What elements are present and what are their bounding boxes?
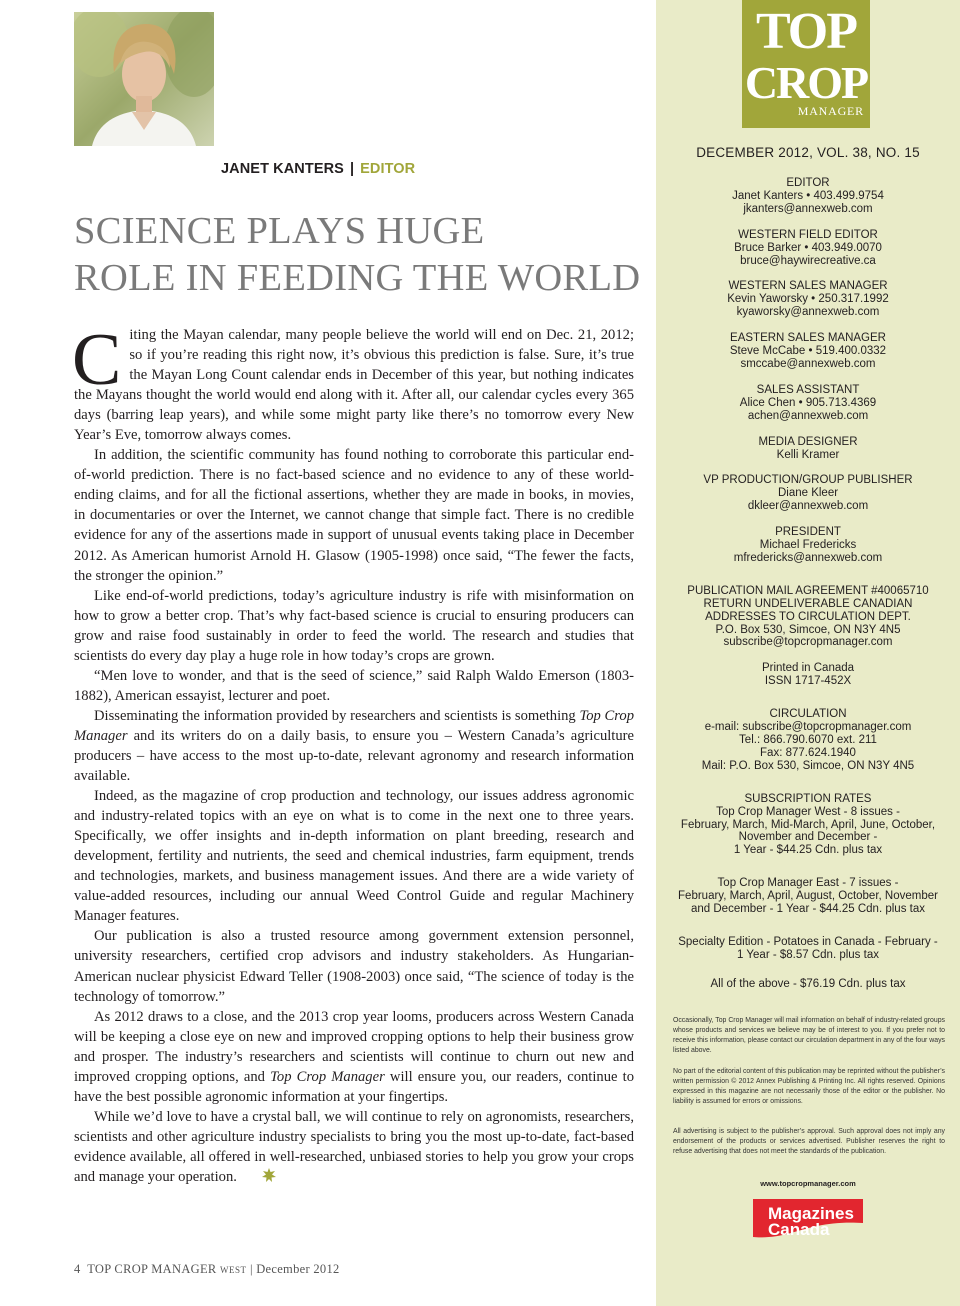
editor-byline bbox=[221, 161, 415, 177]
issue-info: DECEMBER 2012, VOL. 38, NO. 15 bbox=[696, 145, 920, 160]
logo-manager: MANAGER bbox=[797, 104, 864, 118]
footer-separator: | bbox=[249, 1262, 253, 1276]
editor-role: EDITOR bbox=[360, 161, 416, 177]
logo-top: TOP bbox=[756, 3, 856, 60]
mail-agreement: PUBLICATION MAIL AGREEMENT #40065710 RETURN UNDELIVERABLE CANADIAN ADDRESSES TO CIRCULATION DEPT. P.O. Box 530, Simcoe, ON N3Y 4N5 subscribe@topcropmanager.com bbox=[687, 584, 929, 649]
fine-print-mailing: Occasionally, Top Crop Manager will mail information on behalf of industry-related groups whose products and services we believe may be of interest to you. If you prefer not to receive this information, please contact our circulation department in any of the four ways listed above. bbox=[673, 1017, 945, 1054]
footer-title: TOP CROP MANAGER bbox=[87, 1262, 217, 1276]
magazine-name: Top Crop Manager bbox=[270, 1068, 385, 1085]
paragraph-3: Like end-of-world predictions, today’s agriculture industry is rife with misinformation on how to grow a better crop. That’s why fact-based science is crucial to ensuring producers can grow and raise food sustainably in order to feed the world. The research and studies that scientists do every day play a huge role in how today’s crops are grown. bbox=[74, 587, 634, 664]
magazine-name: Top Crop Manager bbox=[74, 707, 634, 744]
footer-edition: WEST bbox=[220, 1265, 247, 1275]
paragraph-8: As 2012 draws to a close, and the 2013 crop year looms, producers across Western Canada will be keeping a close eye on new and improved cropping options to help their business grow and prosper. The industry’s researchers and scientists will continue to churn out new and improved cropping options, and Top Crop Manager will ensure you, our readers, continue to have the best possible agronomic information at your fingertips. bbox=[74, 1008, 634, 1105]
circulation-info: CIRCULATION e-mail: subscribe@topcropmanager.com Tel.: 866.790.6070 ext. 211 Fax: 877.624.1940 Mail: P.O. Box 530, Simcoe, ON N3Y 4N5 bbox=[701, 708, 915, 772]
staff-vp-production: VP PRODUCTION/GROUP PUBLISHER Diane Kleer dkleer@annexweb.com bbox=[703, 474, 913, 513]
editor-name: JANET KANTERS bbox=[221, 161, 344, 177]
staff-western-sales-manager: WESTERN SALES MANAGER Kevin Yaworsky • 250.317.1992 kyaworsky@annexweb.com bbox=[727, 280, 889, 319]
article-body bbox=[72, 319, 634, 1189]
staff-western-field-editor: WESTERN FIELD EDITOR Bruce Barker • 403.949.0070 bruce@haywirecreative.ca bbox=[734, 228, 882, 267]
staff-list bbox=[656, 177, 960, 1004]
paragraph-1: Citing the Mayan calendar, many people believe the world will end on Dec. 21, 2012; so if you’re reading this right now, it’s obvious this prediction is false. Sure, it’s true the Mayan Long Count calendar ends in December of this year, but nothing indicates the Mayans thought the world would end along with it. After all, our calendar cycles every 365 days (barring leap years), and while some might party like there’s no tomorrow every New Year’s Eve, tomorrow always comes. bbox=[72, 319, 634, 444]
paragraph-4: “Men love to wonder, and that is the seed of science,” said Ralph Waldo Emerson (1803-1882), American essayist, lecturer and poet. bbox=[74, 667, 634, 704]
paragraph-9: While we’d love to have a crystal ball, we will continue to rely on agronomists, researchers, scientists and other agriculture industry specialists to bring you the most up-to-date, fact-based evidence available, all offered in well-researched, unbiased stories to help you grow your crops and manage your operation. bbox=[74, 1107, 634, 1189]
editor-photo bbox=[74, 12, 214, 146]
subscription-all: All of the above - $76.19 Cdn. plus tax bbox=[710, 977, 906, 990]
mc-line-2: Canada bbox=[768, 1220, 830, 1239]
end-mark-leaf-icon bbox=[241, 1167, 277, 1189]
printed-info: Printed in Canada ISSN 1717-452X bbox=[761, 662, 855, 688]
staff-eastern-sales-manager: EASTERN SALES MANAGER Steve McCabe • 519.400.0332 smccabe@annexweb.com bbox=[729, 332, 887, 370]
drop-cap: C bbox=[72, 319, 122, 401]
subscription-specialty: Specialty Edition - Potatoes in Canada - February - 1 Year - $8.57 Cdn. plus tax bbox=[678, 935, 938, 961]
byline-separator: | bbox=[349, 161, 355, 177]
paragraph-7: Our publication is also a trusted resource among government extension personnel, university researchers, certified crop advisors and industry stakeholders. As Hungarian-American nuclear physicist Edward Teller (1908-2003) once said, “The science of today is the technology of tomorrow.” bbox=[74, 928, 634, 1005]
fine-print-advertising: All advertising is subject to the publisher’s approval. Such approval does not imply any endorsement of the products or services advertised. Publisher reserves the right to refuse advertising that does not meet the standards of the publication. bbox=[673, 1128, 945, 1155]
headline-line-1: SCIENCE PLAYS HUGE bbox=[74, 210, 485, 252]
logo-crop: CROP bbox=[744, 57, 868, 108]
headline-line-2: ROLE IN FEEDING THE WORLD bbox=[74, 257, 641, 299]
paragraph-6: Indeed, as the magazine of crop production and technology, our issues address agronomic and industry-related topics with an eye on what is to come in the next one to three years. Specifically, we offer insights and in-depth information on plant breeding, research and development, fertility and nutrients, the seed and chemical industries, farm equipment, trends and technologies, markets, and business management issues. And there are a wide variety of value-added resources, including our annual Weed Control Guide and regular Machinery Manager features. bbox=[74, 788, 634, 925]
staff-media-designer: MEDIA DESIGNER Kelli Kramer bbox=[758, 435, 858, 461]
website-url[interactable]: www.topcropmanager.com bbox=[760, 1179, 856, 1188]
paragraph-5: Disseminating the information provided by researchers and scientists is something Top Crop Manager and its writers do on a daily basis, to ensure you – Western Canada’s agriculture producers – have access to the most up-to-date, relevant agronomy and research information available. bbox=[74, 707, 634, 785]
mc-line-1: Magazines bbox=[768, 1204, 854, 1223]
subscription-west: SUBSCRIPTION RATES Top Crop Manager West - 8 issues - February, March, Mid-March, April, June, October, November and December - 1 Year - $44.25 Cdn. plus tax bbox=[680, 792, 936, 857]
staff-editor: EDITOR Janet Kanters • 403.499.9754 jkanters@annexweb.com bbox=[732, 177, 884, 215]
page-footer bbox=[74, 1262, 340, 1277]
article-headline bbox=[74, 208, 644, 302]
paragraph-2: In addition, the scientific community has found nothing to corroborate this particular end-of-world prediction. There is no fact-based science and no evidence to any of these world-ending claims, and for all the fictional assertions, whether they are made in books, in movies, in documentaries or over the Internet, we cannot change that simple fact. There is no credible evidence for any of the assertions made in support of unusual events taking place in December 2012. As American humorist Arnold H. Glasow (1905-1998) once said, “The fewer the facts, the stronger the opinion.” bbox=[74, 447, 634, 584]
fine-print-copyright: No part of the editorial content of this publication may be reprinted without the publisher’s written permission © 2012 Annex Publishing & Printing Inc. All rights reserved. Opinions expressed in this magazine are not necessarily those of the editor or the publisher. No liability is assumed for errors or omissions. bbox=[673, 1068, 945, 1105]
top-crop-manager-logo bbox=[742, 0, 870, 128]
footer-date: December 2012 bbox=[256, 1262, 340, 1276]
masthead-sidebar bbox=[656, 0, 960, 1306]
magazines-canada-logo bbox=[751, 1197, 867, 1239]
subscription-east: Top Crop Manager East - 7 issues - February, March, April, August, October, November and December - 1 Year - $44.25 Cdn. plus tax bbox=[678, 877, 938, 916]
staff-president: PRESIDENT Michael Fredericks mfredericks@annexweb.com bbox=[733, 526, 883, 564]
staff-sales-assistant: SALES ASSISTANT Alice Chen • 905.713.4369 achen@annexweb.com bbox=[739, 383, 877, 422]
page-number: 4 bbox=[74, 1262, 81, 1276]
